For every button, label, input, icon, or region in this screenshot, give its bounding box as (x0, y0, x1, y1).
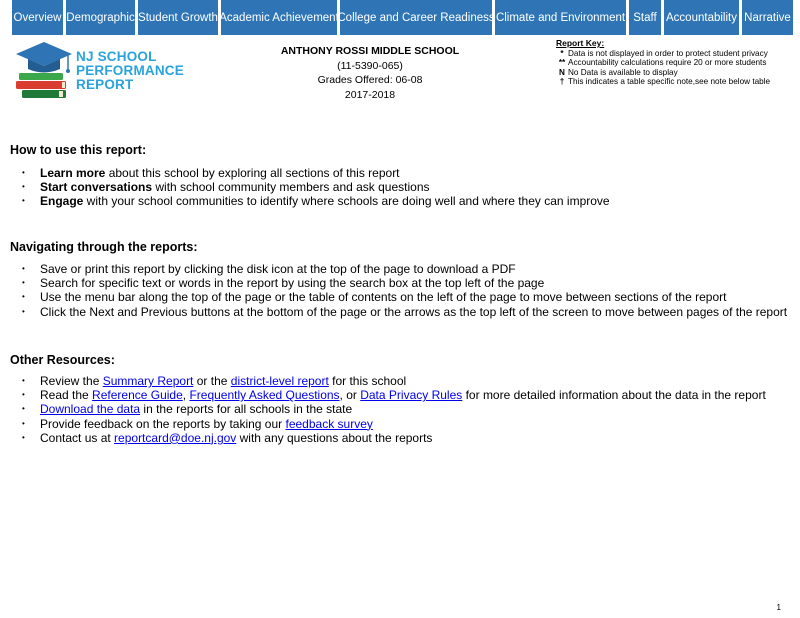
tab-student-growth[interactable]: Student Growth (138, 0, 218, 35)
summary-report-link[interactable]: Summary Report (102, 374, 194, 388)
report-key-item: * Data is not displayed in order to protect student privacy (560, 48, 768, 58)
list-item: • Use the menu bar along the top of the page or the table of contents on the left of the page to move between sections of the report (20, 290, 790, 304)
page-number: 1 (776, 603, 781, 612)
list-item: • Contact us at reportcard@doe.nj.gov with any questions about the reports (20, 431, 790, 445)
report-key-title: Report Key: (556, 38, 605, 48)
tab-demographic[interactable]: Demographic (66, 0, 135, 35)
logo-text: NJ SCHOOL PERFORMANCE REPORT (76, 49, 184, 92)
tab-overview[interactable]: Overview (12, 0, 63, 35)
list-item: • Provide feedback on the reports by taking our feedback survey (20, 417, 790, 431)
resources-list (20, 374, 790, 445)
report-key-item: † This indicates a table specific note,see note below table (559, 77, 771, 87)
navigating-list (20, 262, 790, 319)
tab-narrative[interactable]: Narrative (742, 0, 793, 35)
resources-heading: Other Resources: (10, 353, 115, 367)
download-data-link[interactable]: Download the data (40, 402, 141, 417)
list-item: • Download the data in the reports for all schools in the state (20, 402, 790, 416)
school-code: (11-5390-065) (337, 59, 403, 72)
grades-offered: Grades Offered: 06-08 (317, 74, 423, 86)
how-to-heading: How to use this report: (10, 143, 147, 157)
report-key-item: N No Data is available to display (559, 67, 678, 77)
list-item: • Review the Summary Report or the district-level report for this school (20, 374, 790, 388)
list-item: • Engage with your school communities to identify where schools are doing well and where they can improve (20, 194, 790, 208)
tab-academic-achievement[interactable]: Academic Achievement (221, 0, 337, 35)
tab-college-career-readiness[interactable]: College and Career Readiness (340, 0, 492, 35)
feedback-survey-link[interactable]: feedback survey (285, 416, 373, 431)
tab-accountability[interactable]: Accountability (664, 0, 739, 35)
email-link[interactable]: reportcard@doe.nj.gov (114, 430, 237, 445)
faq-link[interactable]: Frequently Asked Questions (189, 388, 340, 403)
nj-school-performance-report-logo (14, 42, 184, 100)
district-report-link[interactable]: district-level report (230, 374, 329, 388)
data-privacy-rules-link[interactable]: Data Privacy Rules (360, 388, 463, 403)
list-item: • Save or print this report by clicking the disk icon at the top of the page to download a PDF (20, 262, 790, 276)
tab-climate-environment[interactable]: Climate and Environment (495, 0, 626, 35)
list-item: • Start conversations with school community members and ask questions (20, 180, 790, 194)
tab-staff[interactable]: Staff (629, 0, 661, 35)
graduation-cap-books-icon (14, 42, 74, 100)
report-key (556, 39, 796, 87)
school-header (230, 44, 510, 102)
list-item: • Read the Reference Guide, Frequently Asked Questions, or Data Privacy Rules for more detailed information about the data in the report (20, 388, 790, 402)
list-item: • Search for specific text or words in the report by using the search box at the top left of the page (20, 276, 790, 290)
list-item: • Learn more about this school by exploring all sections of this report (20, 166, 790, 180)
reference-guide-link[interactable]: Reference Guide (92, 388, 183, 403)
list-item: • Click the Next and Previous buttons at the bottom of the page or the arrows as the top left of the screen to move between pages of the report (20, 305, 790, 319)
school-name: ANTHONY ROSSI MIDDLE SCHOOL (280, 45, 460, 57)
how-to-list (20, 166, 790, 209)
school-year: 2017-2018 (344, 88, 396, 101)
top-nav (0, 0, 800, 35)
report-key-item: ** Accountability calculations require 20 or more students (558, 58, 767, 68)
navigating-heading: Navigating through the reports: (10, 240, 198, 254)
